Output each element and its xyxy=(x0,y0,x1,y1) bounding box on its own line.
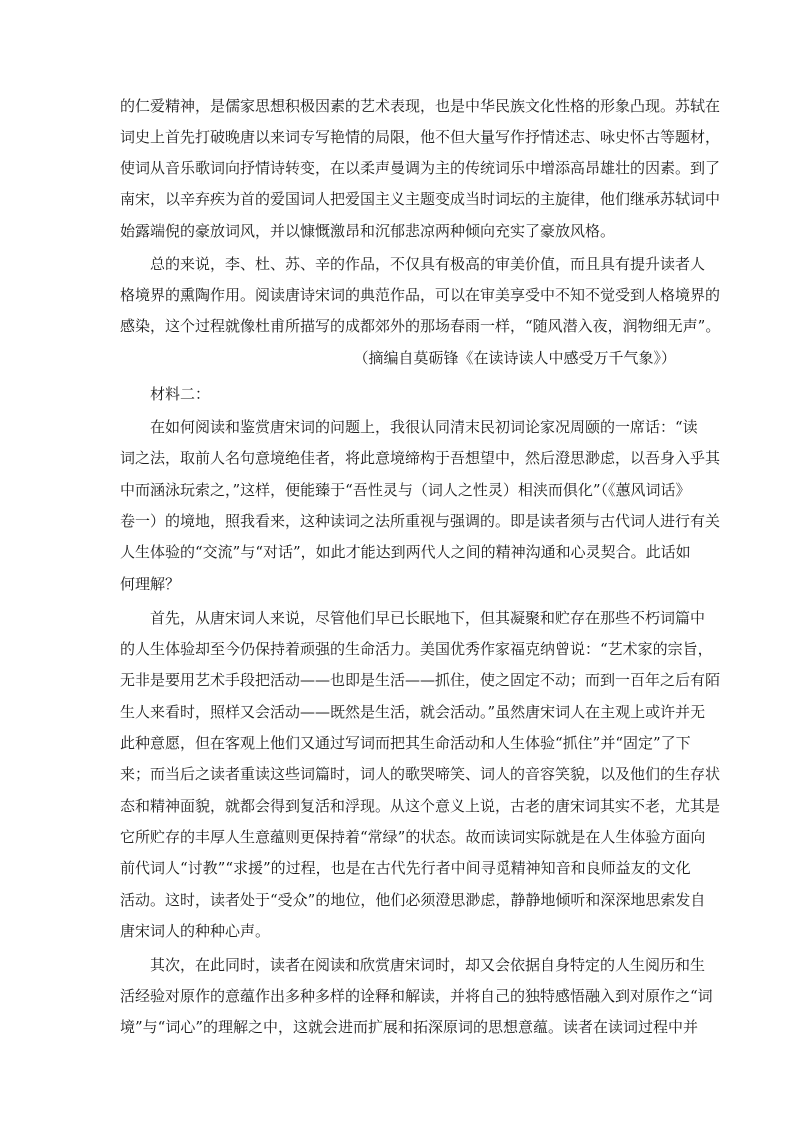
text-line: 态和精神面貌，就都会得到复活和浮现。从这个意义上说，古老的唐宋词其实不老，尤其是 xyxy=(120,797,721,815)
text-line: 活动。这时，读者处于“受众”的地位，他们必须澄思渺虑，静静地倾听和深深地思索发自 xyxy=(120,891,706,909)
section-heading: 材料二： xyxy=(150,385,211,403)
text-line: 生人来看时，照样又会活动——既然是生活，就会活动。”虽然唐宋词人在主观上或许并无 xyxy=(120,703,706,721)
text-line: 卷一）的境地，照我看来，这种读词之法所重视与强调的。即是读者须与古代词人进行有关 xyxy=(120,512,721,530)
text-line: 前代词人“讨教”“求援”的过程，也是在古代先行者中间寻觅精神知音和良师益友的文化 xyxy=(120,859,691,877)
text-line: 中而涵泳玩索之，”这样，便能臻于“吾性灵与（词人之性灵）相浃而俱化”（《蕙风词话》 xyxy=(120,481,691,499)
text-line: 词史上首先打破晚唐以来词专写艳情的局限，他不但大量写作抒情述志、咏史怀古等题材， xyxy=(120,128,721,146)
text-line: 其次，在此同时，读者在阅读和欣赏唐宋词时，却又会依据自身特定的人生阅历和生 xyxy=(150,956,706,974)
text-line: 格境界的熏陶作用。阅读唐诗宋词的典范作品，可以在审美享受中不知不觉受到人格境界的 xyxy=(120,286,721,304)
text-line: 在如何阅读和鉴赏唐宋词的问题上，我很认同清末民初词论家况周颐的一席话：“读 xyxy=(150,418,698,436)
text-line: 始露端倪的豪放词风，并以慷慨激昂和沉郁悲凉两种倾向充实了豪放风格。 xyxy=(120,222,616,240)
text-line: 人生体验的“交流”与“对话”，如此才能达到两代人之间的精神沟通和心灵契合。此话如 xyxy=(120,543,691,561)
text-line: 活经验对原作的意蕴作出多种多样的诠释和解读，并将自己的独特感悟融入到对原作之“词 xyxy=(120,987,713,1005)
text-line: 的仁爱精神，是儒家思想积极因素的艺术表现，也是中华民族文化性格的形象凸现。苏轼在 xyxy=(120,97,721,115)
text-line: 境”与“词心”的理解之中，这就会进而扩展和拓深原词的思想意蕴。读者在读词过程中并 xyxy=(120,1018,699,1036)
text-line: 南宋，以辛弃疾为首的爱国词人把爱国主义主题变成当时词坛的主旋律，他们继承苏轼词中 xyxy=(120,190,721,208)
text-line: 来；而当后之读者重读这些词篇时，词人的歌哭啼笑、词人的音容笑貌，以及他们的生存状 xyxy=(120,765,721,783)
text-line: 首先，从唐宋词人来说，尽管他们早已长眠地下，但其凝聚和贮存在那些不朽词篇中 xyxy=(150,609,706,627)
text-line: 它所贮存的丰厚人生意蕴则更保持着“常绿”的状态。故而读词实际就是在人生体验方面向 xyxy=(120,828,706,846)
text-line: 何理解？ xyxy=(120,575,181,593)
text-line: 感染，这个过程就像杜甫所描写的成都郊外的那场春雨一样，“随风潜入夜，润物细无声”。 xyxy=(120,317,721,335)
source-citation: （摘编自莫砺锋《在读诗读人中感受万千气象》） xyxy=(353,349,676,367)
text-line: 此种意愿，但在客观上他们又通过写词而把其生命活动和人生体验“抓住”并“固定”了下 xyxy=(120,734,691,752)
text-line: 总的来说，李、杜、苏、辛的作品，不仅具有极高的审美价值，而且具有提升读者人 xyxy=(150,255,706,273)
text-line: 使词从音乐歌词向抒情诗转变，在以柔声曼调为主的传统词乐中增添高昂雄壮的因素。到了 xyxy=(120,159,721,177)
text-line: 的人生体验却至今仍保持着顽强的生命活力。美国优秀作家福克纳曾说：“艺术家的宗旨， xyxy=(120,640,713,658)
text-line: 无非是要用艺术手段把活动——也即是生活——抓住，使之固定不动；而到一百年之后有陌 xyxy=(120,671,721,689)
text-line: 词之法，取前人名句意境绝佳者，将此意境缔构于吾想望中，然后澄思渺虑，以吾身入乎其 xyxy=(120,449,721,467)
text-line: 唐宋词人的种种心声。 xyxy=(120,922,271,940)
